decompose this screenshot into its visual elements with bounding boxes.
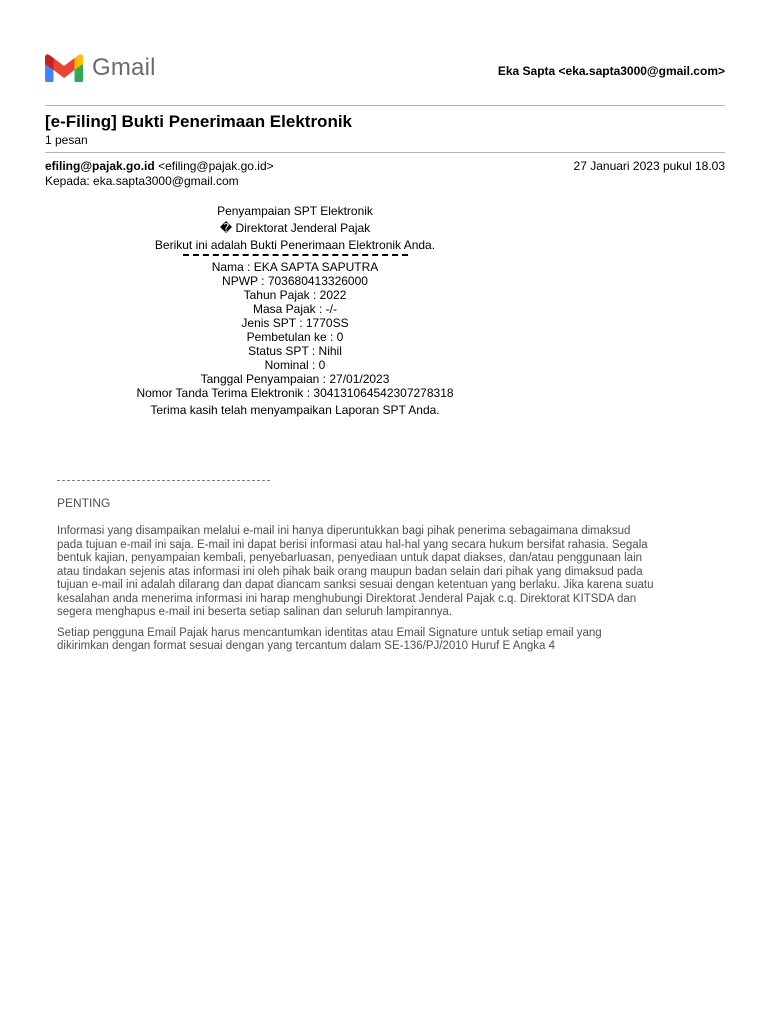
page-header: [45, 54, 725, 86]
email-date: 27 Januari 2023 pukul 18.03: [573, 159, 725, 173]
receipt-field: Status SPT : Nihil: [248, 344, 342, 358]
sender-line: [45, 159, 274, 173]
recipient-line: Kepada: eka.sapta3000@gmail.com: [45, 174, 239, 188]
signature-paragraph: Setiap pengguna Email Pajak harus mencantumkan identitas atau Email Signature untuk setiap email yang dikirimkan dengan format sesuai dengan yang tercantum dalam SE-136/PJ/2010 Huruf E Angka 4: [57, 626, 602, 652]
receipt-heading: Penyampaian SPT Elektronik: [217, 204, 373, 218]
sender-email[interactable]: efiling@pajak.go.id: [45, 159, 155, 173]
receipt-agency: � Direktorat Jenderal Pajak: [219, 221, 371, 235]
receipt-field: Tahun Pajak : 2022: [243, 288, 347, 302]
receipt-field: Masa Pajak : -/-: [252, 302, 338, 316]
disclaimer-paragraph: Informasi yang disampaikan melalui e-mail ini hanya diperuntukkan bagi pihak penerima sebagaimana dimaksud pada tujuan e-mail ini saja. E-mail ini dapat berisi informasi atau hal-hal yang secara hukum bersifat rahasia. Segala bentuk kajian, penyampaian kembali, penyebarluasan, penyediaan untuk dapat diakses, dan/atau penggunaan lain atau tindakan sejenis atas informasi ini oleh pihak baik orang maupun badan selain dari pihak yang dimaksud pada tujuan e-mail ini adalah dilarang dan dapat diancam sanksi sesuai dengan ketentuan yang berlaku. Jika karena suatu kesalahan anda menerima informasi ini harap menghubungi Direktorat Jenderal Pajak c.q. Direktorat KITSDA dan segera menghapus e-mail ini beserta setiap salinan dan seluruh lampirannya.: [57, 525, 654, 618]
receipt-field: Pembetulan ke : 0: [246, 330, 344, 344]
receipt-field: Nomor Tanda Terima Elektronik : 304131064542307278318: [136, 386, 454, 400]
receipt-field: NPWP : 703680413326000: [222, 274, 368, 288]
receipt-intro: Berikut ini adalah Bukti Penerimaan Elektronik Anda.: [154, 238, 436, 252]
message-count: 1 pesan: [45, 133, 88, 147]
receipt-divider: [183, 254, 408, 256]
receipt-field: Tanggal Penyampaian : 27/01/2023: [200, 372, 390, 386]
receipt-block: [45, 204, 545, 417]
disclaimer-heading: PENTING: [57, 496, 111, 510]
gmail-logo: [45, 54, 156, 82]
receipt-field: Nama : EKA SAPTA SAPUTRA: [211, 260, 379, 274]
header-divider: [45, 105, 725, 106]
disclaimer-divider: [57, 480, 270, 481]
gmail-logo-icon: [45, 54, 83, 82]
subject-divider: [45, 152, 725, 153]
receipt-thanks: Terima kasih telah menyampaikan Laporan SPT Anda.: [150, 403, 440, 417]
disclaimer-block: [57, 480, 722, 661]
sender-address: <efiling@pajak.go.id>: [158, 159, 274, 173]
receipt-field: Jenis SPT : 1770SS: [241, 316, 349, 330]
email-subject: [e-Filing] Bukti Penerimaan Elektronik: [45, 112, 353, 131]
gmail-wordmark: Gmail: [92, 54, 156, 81]
receipt-field: Nominal : 0: [264, 358, 326, 372]
account-label: Eka Sapta <eka.sapta3000@gmail.com>: [497, 64, 725, 78]
